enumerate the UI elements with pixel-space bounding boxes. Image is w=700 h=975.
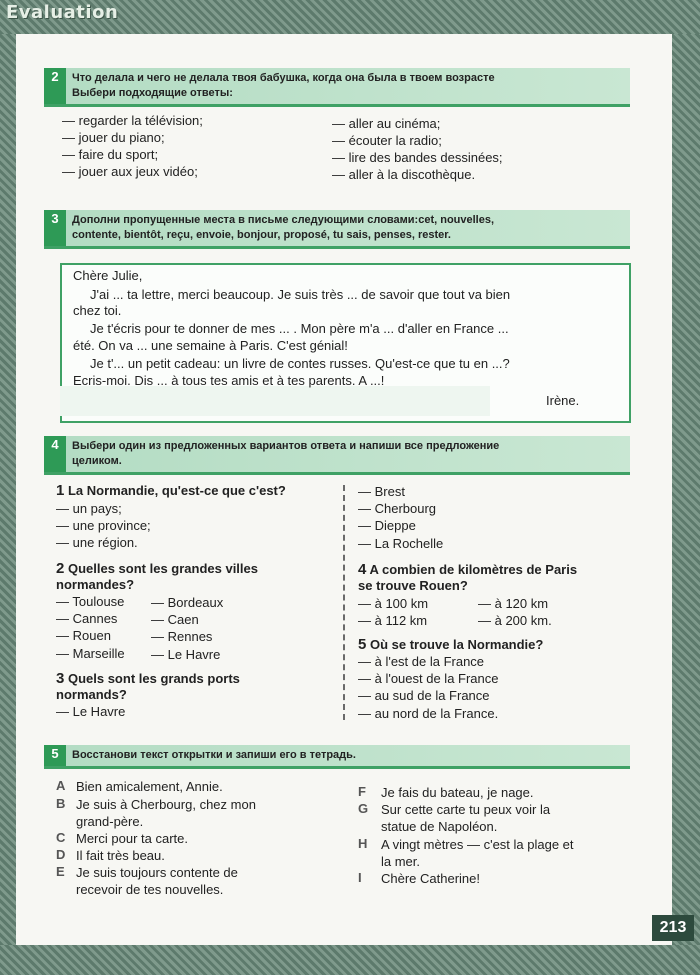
q1-heading <box>56 482 286 499</box>
item-b-line-1: Je suis à Cherbourg, chez mon <box>76 797 256 812</box>
q2-city-a2: — Cannes <box>56 611 118 626</box>
q2-city-a3: — Rouen <box>56 628 111 643</box>
exercise-3-instruction-line-1: Дополни пропущенные места в письме следующими словами:cet, nouvelles, <box>72 214 495 226</box>
q5-option-4: — au nord de la France. <box>358 706 499 721</box>
item-b-line-2: grand-père. <box>76 814 144 829</box>
exercise-5-number: 5 <box>44 745 66 766</box>
item-i-letter: I <box>358 870 362 885</box>
q4-option-a1: — à 100 km <box>358 596 429 611</box>
q5-option-1: — à l'est de la France <box>358 654 485 669</box>
q2-city-b2: — Caen <box>151 612 199 627</box>
ex2-right-option-3: — lire des bandes dessinées; <box>332 150 503 165</box>
section-brand-title: Evaluation <box>6 2 119 23</box>
column-separator <box>343 485 345 720</box>
q5-option-2: — à l'ouest de la France <box>358 671 499 686</box>
q2-city-b4: — Le Havre <box>151 647 221 662</box>
q5-option-3: — au sud de la France <box>358 688 490 703</box>
exercise-2-instruction-line-1: Что делала и чего не делала твоя бабушка, когда она была в твоем возрасте <box>72 72 495 84</box>
bottom-frame-band <box>0 945 700 975</box>
exercise-4-instruction-line-2: целиком. <box>72 455 122 467</box>
q4-text-line-1: A combien de kilomètres de Paris <box>369 562 578 577</box>
port-option-2: — Cherbourg <box>358 501 437 516</box>
letter-line-3: chez toi. <box>73 303 122 318</box>
exercise-3-header <box>44 210 630 249</box>
item-a-line-1: Bien amicalement, Annie. <box>76 779 223 794</box>
exercise-3-number: 3 <box>44 210 66 246</box>
q1-number: 1 <box>56 482 65 499</box>
item-d-line-1: Il fait très beau. <box>76 848 165 863</box>
letter-line-6: Je t'... un petit cadeau: un livre de contes russes. Qu'est-ce que tu en ...? <box>90 356 510 371</box>
ex2-left-option-2: — jouer du piano; <box>62 130 165 145</box>
item-h-line-1: A vingt mètres — c'est la plage et <box>381 837 574 852</box>
item-d-letter: D <box>56 847 66 862</box>
left-frame-band <box>0 34 16 945</box>
q2-heading <box>56 560 258 577</box>
item-f-line-1: Je fais du bateau, je nage. <box>381 785 534 800</box>
item-b-letter: B <box>56 796 66 811</box>
q3-heading <box>56 670 240 687</box>
exercise-4-header <box>44 436 630 475</box>
ex2-left-option-4: — jouer aux jeux vidéo; <box>62 164 198 179</box>
q3-option-1: — Le Havre <box>56 704 126 719</box>
letter-signature: Irène. <box>546 393 580 408</box>
q2-number: 2 <box>56 560 65 577</box>
item-g-line-2: statue de Napoléon. <box>381 819 498 834</box>
item-a-letter: A <box>56 778 66 793</box>
exercise-4-number: 4 <box>44 436 66 472</box>
q3-number: 3 <box>56 670 65 687</box>
q2-city-a1: — Toulouse <box>56 594 125 609</box>
exercise-2-number: 2 <box>44 68 66 104</box>
q2-text-line-1: Quelles sont les grandes villes <box>67 561 258 576</box>
q4-option-b1: — à 120 km <box>478 596 549 611</box>
q5-text: Où se trouve la Normandie? <box>369 637 544 652</box>
q4-number: 4 <box>358 561 367 578</box>
item-h-line-2: la mer. <box>381 854 421 869</box>
item-i-line-1: Chère Catherine! <box>381 871 480 886</box>
exercise-5-header <box>44 745 630 769</box>
q1-text: La Normandie, qu'est-ce que c'est? <box>67 483 286 498</box>
port-option-1: — Brest <box>358 484 405 499</box>
port-option-4: — La Rochelle <box>358 536 444 551</box>
q4-option-a2: — à 112 km <box>358 613 428 628</box>
ex2-left-option-1: — regarder la télévision; <box>62 113 203 128</box>
item-f-letter: F <box>358 784 366 799</box>
ex2-right-option-4: — aller à la discothèque. <box>332 167 476 182</box>
q1-option-2: — une province; <box>56 518 151 533</box>
q3-text-line-2: normands? <box>56 687 127 702</box>
q2-city-b3: — Rennes <box>151 629 213 644</box>
exercise-4-instruction-line-1: Выбери один из предложенных вариантов ответа и напиши все предложение <box>72 440 500 452</box>
port-option-3: — Dieppe <box>358 518 416 533</box>
q5-heading <box>358 636 543 653</box>
q2-text-line-2: normandes? <box>56 577 135 592</box>
page-number: 213 <box>652 915 694 941</box>
item-c-line-1: Merci pour ta carte. <box>76 831 188 846</box>
ex2-right-option-1: — aller au cinéma; <box>332 116 441 131</box>
item-e-line-1: Je suis toujours contente de <box>76 865 238 880</box>
letter-greeting: Chère Julie, <box>73 268 143 283</box>
item-h-letter: H <box>358 836 368 851</box>
ex2-right-option-2: — écouter la radio; <box>332 133 442 148</box>
q4-text-line-2: se trouve Rouen? <box>358 578 468 593</box>
item-g-letter: G <box>358 801 369 816</box>
exercise-3-instruction-line-2: contente, bientôt, reçu, envoie, bonjour, proposé, tu sais, penses, rester. <box>72 229 451 241</box>
item-g-line-1: Sur cette carte tu peux voir la <box>381 802 551 817</box>
q1-option-3: — une région. <box>56 535 138 550</box>
faded-background-strip <box>60 386 490 416</box>
letter-line-2: J'ai ... ta lettre, merci beaucoup. Je suis très ... de savoir que tout va bien <box>90 287 511 302</box>
q3-text-line-1: Quels sont les grands ports <box>67 671 240 686</box>
exercise-5-instruction: Восстанови текст открытки и запиши его в тетрадь. <box>72 749 356 761</box>
item-e-line-2: recevoir de tes nouvelles. <box>76 882 224 897</box>
letter-line-4: Je t'écris pour te donner de mes ... . Mon père m'a ... d'aller en France ... <box>90 321 509 336</box>
q4-option-b2: — à 200 km. <box>478 613 552 628</box>
q2-city-a4: — Marseille <box>56 646 125 661</box>
q5-number: 5 <box>358 636 367 653</box>
letter-line-7: Ecris-moi. Dis ... à tous tes amis et à tes parents. A ...! <box>73 373 385 388</box>
q4-heading <box>358 561 577 578</box>
letter-line-5: été. On va ... une semaine à Paris. C'est génial! <box>73 338 348 353</box>
item-e-letter: E <box>56 864 65 879</box>
q2-city-b1: — Bordeaux <box>151 595 224 610</box>
exercise-2-header <box>44 68 630 107</box>
ex2-left-option-3: — faire du sport; <box>62 147 159 162</box>
exercise-2-instruction-line-2: Выбери подходящие ответы: <box>72 87 233 99</box>
right-frame-band <box>672 34 700 945</box>
q1-option-1: — un pays; <box>56 501 122 516</box>
item-c-letter: C <box>56 830 66 845</box>
